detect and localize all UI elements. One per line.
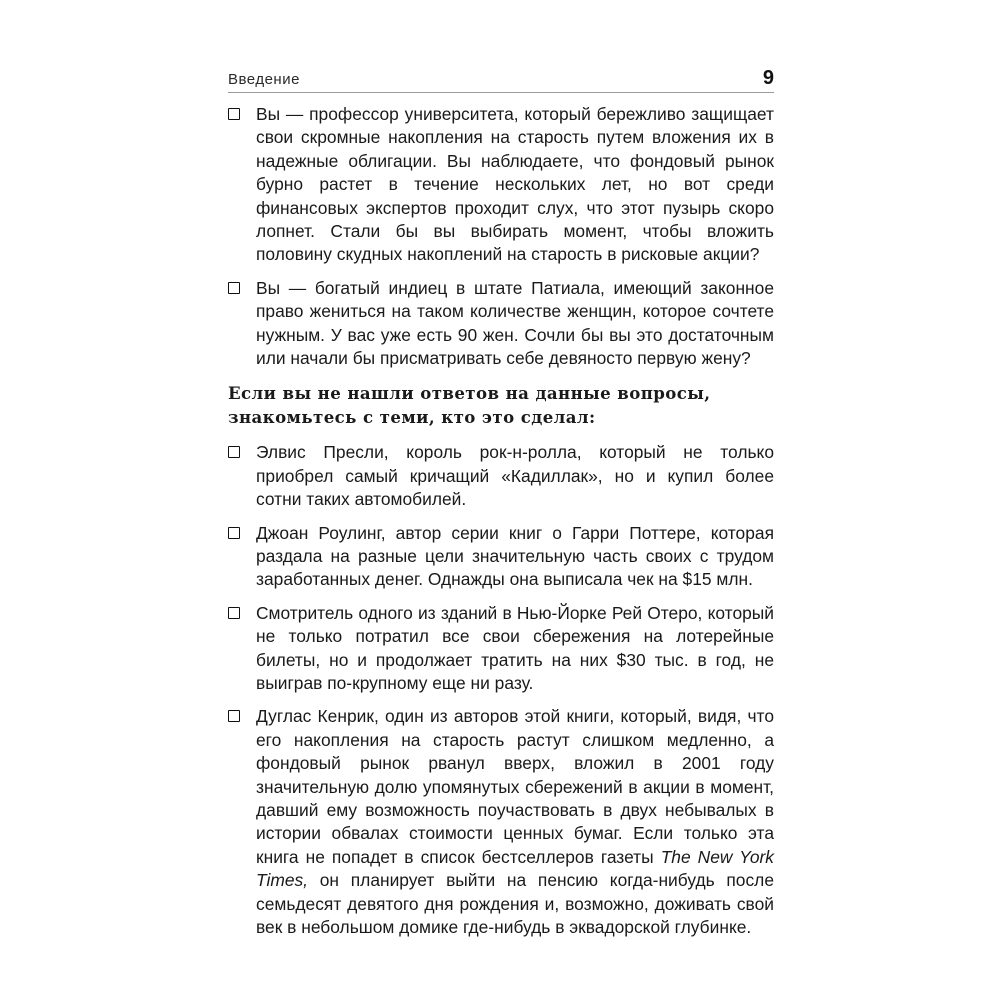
- list-item-text-end: он планирует выйти на пенсию когда-нибудь после семьдесят девятого дня рождения и, возможно, доживать свой век в небольшом домике где-нибудь в эквадорской глубинке.: [256, 870, 774, 937]
- list-item-text: Джоан Роулинг, автор серии книг о Гарри Поттере, которая раздала на разные цели значительную часть своих с трудом заработанных денег. Однажды она выписала чек на $15 млн.: [256, 522, 774, 590]
- list-item-text: Вы — профессор университета, который бережливо защищает свои скромные накопления на старость путем вложения их в надежные облигации. Вы наблюдаете, что фондовый рынок бурно растет в течение нескольких лет, но вот среди финансовых экспертов проходит слух, что этот пузырь скоро лопнет. Стали бы вы выбирать момент, чтобы вложить половину скудных накоплений на старость в рисковые акции?: [256, 104, 774, 265]
- example-list: [228, 441, 774, 939]
- book-page: [228, 64, 774, 939]
- list-item-text: Вы — богатый индиец в штате Патиала, имеющий законное право жениться на таком количестве женщин, которое сочтете нужным. У вас уже есть 90 жен. Сочли бы вы это достаточным или начали бы присматривать себе девяносто первую жену?: [256, 277, 774, 369]
- checkbox-icon: [228, 710, 240, 722]
- checkbox-icon: [228, 527, 240, 539]
- list-item-text: Смотритель одного из зданий в Нью-Йорке Рей Отеро, который не только потратил все свои сбережения на лотерейные билеты, но и продолжает тратить на них $30 тыс. в год, не выиграв по-крупному еще ни разу.: [256, 602, 774, 693]
- list-item: [228, 522, 774, 592]
- list-item-text-start: Дуглас Кенрик, один из авторов этой книги, который, видя, что его накопления на старость растут слишком медленно, а фондовый рынок рванул вверх, вложил в 2001 году значительную долю упомянутых сбережений в акции в момент, давший ему возможность поучаствовать в двух небывалых в истории обвалах стоимости ценных бумаг. Если только эта книга не попадет в список бестселлеров газеты: [256, 706, 774, 867]
- checkbox-icon: [228, 108, 240, 120]
- lead-in-paragraph: Если вы не нашли ответов на данные вопросы, знакомьтесь с теми, кто это сделал:: [228, 383, 711, 427]
- question-list: [228, 103, 774, 370]
- newspaper-title: The New York Times,: [256, 846, 774, 891]
- checkbox-icon: [228, 282, 240, 294]
- running-head: [228, 64, 774, 93]
- list-item: [228, 602, 774, 696]
- page-number: 9: [762, 67, 774, 89]
- list-item: [228, 441, 774, 511]
- checkbox-icon: [228, 446, 240, 458]
- checkbox-icon: [228, 607, 240, 619]
- section-title: Введение: [228, 71, 300, 88]
- list-item: [228, 705, 774, 939]
- list-item: [228, 277, 774, 371]
- list-item: [228, 103, 774, 267]
- list-item-text: Элвис Пресли, король рок-н-ролла, который не только приобрел самый кричащий «Кадиллак», но и купил более сотни таких автомобилей.: [256, 442, 774, 510]
